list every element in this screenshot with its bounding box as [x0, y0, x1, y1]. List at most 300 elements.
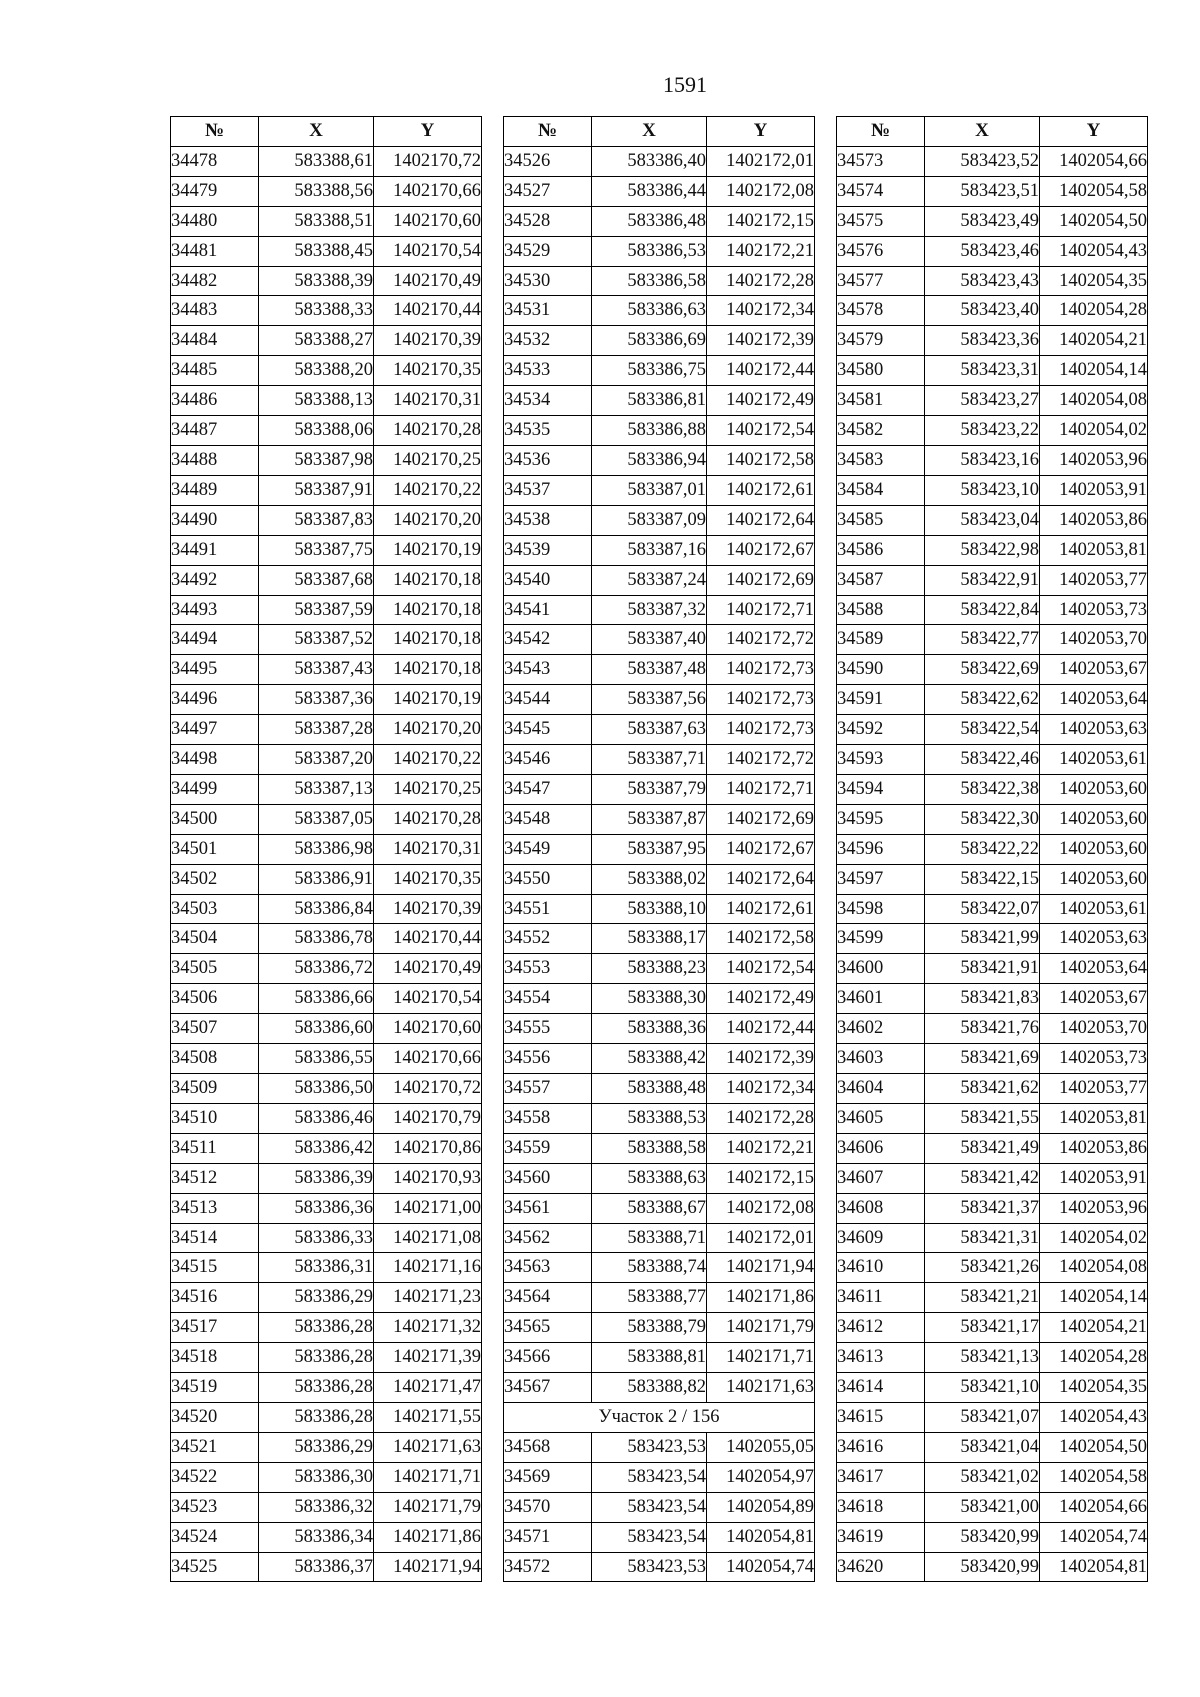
- table-row: [171, 685, 482, 715]
- table-row: [837, 1044, 1148, 1074]
- point-number-cell: 34571: [504, 1522, 592, 1552]
- point-number-cell: 34505: [171, 954, 259, 984]
- y-coordinate-cell: 1402053,64: [1040, 685, 1148, 715]
- y-coordinate-cell: 1402172,69: [707, 804, 815, 834]
- y-coordinate-cell: 1402171,79: [374, 1492, 482, 1522]
- y-coordinate-cell: 1402053,60: [1040, 804, 1148, 834]
- y-coordinate-cell: 1402171,32: [374, 1313, 482, 1343]
- table-row: [504, 774, 815, 804]
- y-coordinate-cell: 1402170,60: [374, 206, 482, 236]
- y-coordinate-cell: 1402053,86: [1040, 505, 1148, 535]
- x-coordinate-cell: 583388,39: [259, 266, 374, 296]
- x-coordinate-cell: 583421,26: [925, 1253, 1040, 1283]
- x-coordinate-cell: 583386,39: [259, 1163, 374, 1193]
- y-coordinate-cell: 1402053,91: [1040, 1163, 1148, 1193]
- table-row: [837, 1343, 1148, 1373]
- table-row: [837, 745, 1148, 775]
- x-coordinate-cell: 583423,10: [925, 475, 1040, 505]
- point-number-cell: 34585: [837, 505, 925, 535]
- y-coordinate-cell: 1402172,34: [707, 296, 815, 326]
- y-coordinate-cell: 1402171,63: [374, 1432, 482, 1462]
- x-coordinate-cell: 583388,02: [592, 864, 707, 894]
- x-coordinate-cell: 583387,87: [592, 804, 707, 834]
- table-row: [837, 655, 1148, 685]
- point-number-cell: 34491: [171, 535, 259, 565]
- x-coordinate-cell: 583421,83: [925, 984, 1040, 1014]
- y-coordinate-cell: 1402053,77: [1040, 1074, 1148, 1104]
- table-row: [504, 445, 815, 475]
- table-row: [171, 625, 482, 655]
- y-coordinate-cell: 1402170,28: [374, 416, 482, 446]
- table-row: [171, 326, 482, 356]
- point-number-cell: 34500: [171, 804, 259, 834]
- table-row: [171, 1432, 482, 1462]
- point-number-cell: 34553: [504, 954, 592, 984]
- table-row: [504, 1492, 815, 1522]
- point-number-cell: 34484: [171, 326, 259, 356]
- table-row: [504, 954, 815, 984]
- point-number-cell: 34522: [171, 1462, 259, 1492]
- x-coordinate-cell: 583387,05: [259, 804, 374, 834]
- header-num: №: [504, 117, 592, 147]
- header-x: X: [259, 117, 374, 147]
- x-coordinate-cell: 583422,22: [925, 834, 1040, 864]
- y-coordinate-cell: 1402172,58: [707, 924, 815, 954]
- y-coordinate-cell: 1402172,08: [707, 1193, 815, 1223]
- x-coordinate-cell: 583421,49: [925, 1133, 1040, 1163]
- y-coordinate-cell: 1402054,58: [1040, 1462, 1148, 1492]
- point-number-cell: 34489: [171, 475, 259, 505]
- x-coordinate-cell: 583423,04: [925, 505, 1040, 535]
- x-coordinate-cell: 583421,02: [925, 1462, 1040, 1492]
- x-coordinate-cell: 583388,77: [592, 1283, 707, 1313]
- point-number-cell: 34532: [504, 326, 592, 356]
- header-y: Y: [1040, 117, 1148, 147]
- x-coordinate-cell: 583421,69: [925, 1044, 1040, 1074]
- x-coordinate-cell: 583421,55: [925, 1103, 1040, 1133]
- point-number-cell: 34487: [171, 416, 259, 446]
- y-coordinate-cell: 1402170,20: [374, 505, 482, 535]
- x-coordinate-cell: 583386,60: [259, 1014, 374, 1044]
- y-coordinate-cell: 1402172,49: [707, 386, 815, 416]
- x-coordinate-cell: 583422,46: [925, 745, 1040, 775]
- point-number-cell: 34568: [504, 1432, 592, 1462]
- table-row: [837, 1163, 1148, 1193]
- point-number-cell: 34601: [837, 984, 925, 1014]
- table-row: [171, 1253, 482, 1283]
- table-row: [837, 1193, 1148, 1223]
- point-number-cell: 34523: [171, 1492, 259, 1522]
- point-number-cell: 34590: [837, 655, 925, 685]
- point-number-cell: 34618: [837, 1492, 925, 1522]
- table-row: [504, 894, 815, 924]
- x-coordinate-cell: 583386,44: [592, 176, 707, 206]
- table-row: [837, 625, 1148, 655]
- table-row: [504, 864, 815, 894]
- y-coordinate-cell: 1402054,74: [707, 1552, 815, 1582]
- point-number-cell: 34596: [837, 834, 925, 864]
- table-row: [837, 386, 1148, 416]
- table-row: [504, 1074, 815, 1104]
- point-number-cell: 34536: [504, 445, 592, 475]
- x-coordinate-cell: 583386,55: [259, 1044, 374, 1074]
- x-coordinate-cell: 583386,53: [592, 236, 707, 266]
- header-y: Y: [707, 117, 815, 147]
- point-number-cell: 34580: [837, 356, 925, 386]
- y-coordinate-cell: 1402172,01: [707, 146, 815, 176]
- x-coordinate-cell: 583423,31: [925, 356, 1040, 386]
- y-coordinate-cell: 1402170,54: [374, 984, 482, 1014]
- x-coordinate-cell: 583420,99: [925, 1522, 1040, 1552]
- table-row: [837, 1014, 1148, 1044]
- x-coordinate-cell: 583423,52: [925, 146, 1040, 176]
- table-row: [504, 386, 815, 416]
- table-row: [837, 595, 1148, 625]
- y-coordinate-cell: 1402172,64: [707, 505, 815, 535]
- table-row: [504, 565, 815, 595]
- table-row: [504, 1223, 815, 1253]
- table-row: [171, 1402, 482, 1432]
- x-coordinate-cell: 583388,51: [259, 206, 374, 236]
- x-coordinate-cell: 583423,54: [592, 1462, 707, 1492]
- y-coordinate-cell: 1402054,74: [1040, 1522, 1148, 1552]
- table-row: [837, 1103, 1148, 1133]
- point-number-cell: 34537: [504, 475, 592, 505]
- table-row: [171, 176, 482, 206]
- point-number-cell: 34597: [837, 864, 925, 894]
- y-coordinate-cell: 1402172,39: [707, 1044, 815, 1074]
- x-coordinate-cell: 583421,42: [925, 1163, 1040, 1193]
- header-y: Y: [374, 117, 482, 147]
- y-coordinate-cell: 1402054,28: [1040, 296, 1148, 326]
- table-row: [837, 236, 1148, 266]
- x-coordinate-cell: 583388,67: [592, 1193, 707, 1223]
- y-coordinate-cell: 1402171,39: [374, 1343, 482, 1373]
- point-number-cell: 34578: [837, 296, 925, 326]
- table-row: [171, 1343, 482, 1373]
- x-coordinate-cell: 583386,42: [259, 1133, 374, 1163]
- point-number-cell: 34495: [171, 655, 259, 685]
- y-coordinate-cell: 1402170,25: [374, 774, 482, 804]
- y-coordinate-cell: 1402172,44: [707, 1014, 815, 1044]
- x-coordinate-cell: 583423,16: [925, 445, 1040, 475]
- point-number-cell: 34615: [837, 1402, 925, 1432]
- y-coordinate-cell: 1402172,39: [707, 326, 815, 356]
- y-coordinate-cell: 1402170,39: [374, 326, 482, 356]
- y-coordinate-cell: 1402054,43: [1040, 1402, 1148, 1432]
- point-number-cell: 34588: [837, 595, 925, 625]
- table-row: [171, 1133, 482, 1163]
- point-number-cell: 34515: [171, 1253, 259, 1283]
- y-coordinate-cell: 1402171,94: [374, 1552, 482, 1582]
- y-coordinate-cell: 1402053,60: [1040, 834, 1148, 864]
- y-coordinate-cell: 1402172,21: [707, 236, 815, 266]
- point-number-cell: 34482: [171, 266, 259, 296]
- table-row: [837, 685, 1148, 715]
- table-row: [171, 296, 482, 326]
- y-coordinate-cell: 1402172,71: [707, 595, 815, 625]
- y-coordinate-cell: 1402054,02: [1040, 1223, 1148, 1253]
- x-coordinate-cell: 583388,56: [259, 176, 374, 206]
- y-coordinate-cell: 1402172,61: [707, 475, 815, 505]
- y-coordinate-cell: 1402172,73: [707, 715, 815, 745]
- table-row: [837, 445, 1148, 475]
- point-number-cell: 34543: [504, 655, 592, 685]
- x-coordinate-cell: 583387,71: [592, 745, 707, 775]
- table-row: [837, 1313, 1148, 1343]
- x-coordinate-cell: 583388,48: [592, 1074, 707, 1104]
- x-coordinate-cell: 583388,82: [592, 1373, 707, 1403]
- table-row: [171, 206, 482, 236]
- x-coordinate-cell: 583386,36: [259, 1193, 374, 1223]
- y-coordinate-cell: 1402170,66: [374, 1044, 482, 1074]
- x-coordinate-cell: 583388,61: [259, 146, 374, 176]
- y-coordinate-cell: 1402172,67: [707, 834, 815, 864]
- x-coordinate-cell: 583386,78: [259, 924, 374, 954]
- y-coordinate-cell: 1402172,67: [707, 535, 815, 565]
- point-number-cell: 34528: [504, 206, 592, 236]
- point-number-cell: 34555: [504, 1014, 592, 1044]
- x-coordinate-cell: 583386,58: [592, 266, 707, 296]
- y-coordinate-cell: 1402172,72: [707, 625, 815, 655]
- table-row: [504, 176, 815, 206]
- y-coordinate-cell: 1402053,91: [1040, 475, 1148, 505]
- x-coordinate-cell: 583388,36: [592, 1014, 707, 1044]
- x-coordinate-cell: 583387,75: [259, 535, 374, 565]
- y-coordinate-cell: 1402172,28: [707, 266, 815, 296]
- x-coordinate-cell: 583388,27: [259, 326, 374, 356]
- point-number-cell: 34602: [837, 1014, 925, 1044]
- y-coordinate-cell: 1402053,64: [1040, 954, 1148, 984]
- x-coordinate-cell: 583421,31: [925, 1223, 1040, 1253]
- y-coordinate-cell: 1402170,18: [374, 565, 482, 595]
- point-number-cell: 34540: [504, 565, 592, 595]
- point-number-cell: 34566: [504, 1343, 592, 1373]
- point-number-cell: 34492: [171, 565, 259, 595]
- point-number-cell: 34574: [837, 176, 925, 206]
- x-coordinate-cell: 583386,69: [592, 326, 707, 356]
- x-coordinate-cell: 583423,36: [925, 326, 1040, 356]
- y-coordinate-cell: 1402171,71: [707, 1343, 815, 1373]
- point-number-cell: 34558: [504, 1103, 592, 1133]
- x-coordinate-cell: 583388,10: [592, 894, 707, 924]
- x-coordinate-cell: 583388,58: [592, 1133, 707, 1163]
- x-coordinate-cell: 583386,29: [259, 1283, 374, 1313]
- table-row: [171, 1283, 482, 1313]
- y-coordinate-cell: 1402170,44: [374, 924, 482, 954]
- point-number-cell: 34483: [171, 296, 259, 326]
- page-number: 1591: [663, 72, 707, 97]
- y-coordinate-cell: 1402170,66: [374, 176, 482, 206]
- y-coordinate-cell: 1402171,08: [374, 1223, 482, 1253]
- table-row: [837, 146, 1148, 176]
- x-coordinate-cell: 583387,83: [259, 505, 374, 535]
- x-coordinate-cell: 583421,00: [925, 1492, 1040, 1522]
- table-row: [504, 1103, 815, 1133]
- point-number-cell: 34486: [171, 386, 259, 416]
- table-row: [171, 475, 482, 505]
- table-row: [171, 1223, 482, 1253]
- y-coordinate-cell: 1402054,08: [1040, 1253, 1148, 1283]
- point-number-cell: 34517: [171, 1313, 259, 1343]
- table-row: [504, 1462, 815, 1492]
- table-row: [837, 1223, 1148, 1253]
- table-row: [837, 984, 1148, 1014]
- table-row: [504, 326, 815, 356]
- y-coordinate-cell: 1402053,81: [1040, 535, 1148, 565]
- table-row: [171, 834, 482, 864]
- point-number-cell: 34520: [171, 1402, 259, 1432]
- x-coordinate-cell: 583386,84: [259, 894, 374, 924]
- table-row: [171, 565, 482, 595]
- point-number-cell: 34572: [504, 1552, 592, 1582]
- point-number-cell: 34581: [837, 386, 925, 416]
- point-number-cell: 34545: [504, 715, 592, 745]
- table-row: [504, 236, 815, 266]
- table-row: [837, 176, 1148, 206]
- point-number-cell: 34562: [504, 1223, 592, 1253]
- x-coordinate-cell: 583421,04: [925, 1432, 1040, 1462]
- x-coordinate-cell: 583423,54: [592, 1522, 707, 1552]
- y-coordinate-cell: 1402172,34: [707, 1074, 815, 1104]
- y-coordinate-cell: 1402054,81: [1040, 1552, 1148, 1582]
- point-number-cell: 34579: [837, 326, 925, 356]
- table-row: [837, 1373, 1148, 1403]
- y-coordinate-cell: 1402054,14: [1040, 1283, 1148, 1313]
- table-row: [171, 1103, 482, 1133]
- point-number-cell: 34565: [504, 1313, 592, 1343]
- x-coordinate-cell: 583386,72: [259, 954, 374, 984]
- table-row: [171, 1044, 482, 1074]
- x-coordinate-cell: 583421,76: [925, 1014, 1040, 1044]
- y-coordinate-cell: 1402170,18: [374, 625, 482, 655]
- x-coordinate-cell: 583422,91: [925, 565, 1040, 595]
- y-coordinate-cell: 1402170,54: [374, 236, 482, 266]
- y-coordinate-cell: 1402054,66: [1040, 146, 1148, 176]
- point-number-cell: 34490: [171, 505, 259, 535]
- x-coordinate-cell: 583388,30: [592, 984, 707, 1014]
- x-coordinate-cell: 583387,28: [259, 715, 374, 745]
- table-row: [171, 595, 482, 625]
- point-number-cell: 34587: [837, 565, 925, 595]
- point-number-cell: 34513: [171, 1193, 259, 1223]
- x-coordinate-cell: 583386,46: [259, 1103, 374, 1133]
- y-coordinate-cell: 1402054,02: [1040, 416, 1148, 446]
- point-number-cell: 34494: [171, 625, 259, 655]
- x-coordinate-cell: 583386,37: [259, 1552, 374, 1582]
- table-row: [171, 864, 482, 894]
- y-coordinate-cell: 1402054,66: [1040, 1492, 1148, 1522]
- x-coordinate-cell: 583386,32: [259, 1492, 374, 1522]
- x-coordinate-cell: 583422,77: [925, 625, 1040, 655]
- y-coordinate-cell: 1402172,72: [707, 745, 815, 775]
- table-row: [504, 834, 815, 864]
- x-coordinate-cell: 583387,79: [592, 774, 707, 804]
- x-coordinate-cell: 583422,54: [925, 715, 1040, 745]
- point-number-cell: 34525: [171, 1552, 259, 1582]
- y-coordinate-cell: 1402170,39: [374, 894, 482, 924]
- x-coordinate-cell: 583421,07: [925, 1402, 1040, 1432]
- x-coordinate-cell: 583421,37: [925, 1193, 1040, 1223]
- y-coordinate-cell: 1402054,21: [1040, 1313, 1148, 1343]
- table-row: [504, 1253, 815, 1283]
- table-row: [171, 266, 482, 296]
- x-coordinate-cell: 583422,62: [925, 685, 1040, 715]
- point-number-cell: 34512: [171, 1163, 259, 1193]
- x-coordinate-cell: 583421,17: [925, 1313, 1040, 1343]
- point-number-cell: 34592: [837, 715, 925, 745]
- x-coordinate-cell: 583388,74: [592, 1253, 707, 1283]
- point-number-cell: 34610: [837, 1253, 925, 1283]
- point-number-cell: 34478: [171, 146, 259, 176]
- table-row: [504, 804, 815, 834]
- y-coordinate-cell: 1402053,67: [1040, 655, 1148, 685]
- table-row: [504, 296, 815, 326]
- x-coordinate-cell: 583386,91: [259, 864, 374, 894]
- y-coordinate-cell: 1402172,61: [707, 894, 815, 924]
- table-row: [504, 595, 815, 625]
- x-coordinate-cell: 583386,98: [259, 834, 374, 864]
- table-row: [504, 146, 815, 176]
- y-coordinate-cell: 1402172,15: [707, 1163, 815, 1193]
- header-num: №: [171, 117, 259, 147]
- x-coordinate-cell: 583422,38: [925, 774, 1040, 804]
- y-coordinate-cell: 1402172,49: [707, 984, 815, 1014]
- x-coordinate-cell: 583387,20: [259, 745, 374, 775]
- table-row: [837, 505, 1148, 535]
- y-coordinate-cell: 1402053,70: [1040, 625, 1148, 655]
- table-row: [837, 715, 1148, 745]
- x-coordinate-cell: 583386,63: [592, 296, 707, 326]
- y-coordinate-cell: 1402053,63: [1040, 715, 1148, 745]
- x-coordinate-cell: 583386,29: [259, 1432, 374, 1462]
- point-number-cell: 34524: [171, 1522, 259, 1552]
- point-number-cell: 34591: [837, 685, 925, 715]
- table-row: [504, 475, 815, 505]
- table-row: [837, 326, 1148, 356]
- point-number-cell: 34526: [504, 146, 592, 176]
- point-number-cell: 34539: [504, 535, 592, 565]
- point-number-cell: 34616: [837, 1432, 925, 1462]
- y-coordinate-cell: 1402053,70: [1040, 1014, 1148, 1044]
- y-coordinate-cell: 1402053,96: [1040, 445, 1148, 475]
- y-coordinate-cell: 1402054,81: [707, 1522, 815, 1552]
- table-row: [837, 1492, 1148, 1522]
- table-row: [837, 475, 1148, 505]
- y-coordinate-cell: 1402054,35: [1040, 266, 1148, 296]
- x-coordinate-cell: 583422,30: [925, 804, 1040, 834]
- point-number-cell: 34548: [504, 804, 592, 834]
- y-coordinate-cell: 1402170,86: [374, 1133, 482, 1163]
- table-row: [504, 1014, 815, 1044]
- point-number-cell: 34577: [837, 266, 925, 296]
- y-coordinate-cell: 1402054,50: [1040, 206, 1148, 236]
- table-row: [837, 864, 1148, 894]
- point-number-cell: 34519: [171, 1373, 259, 1403]
- x-coordinate-cell: 583422,15: [925, 864, 1040, 894]
- x-coordinate-cell: 583387,43: [259, 655, 374, 685]
- y-coordinate-cell: 1402172,21: [707, 1133, 815, 1163]
- table-row: [837, 1432, 1148, 1462]
- point-number-cell: 34573: [837, 146, 925, 176]
- table-row: [171, 1462, 482, 1492]
- y-coordinate-cell: 1402171,00: [374, 1193, 482, 1223]
- point-number-cell: 34598: [837, 894, 925, 924]
- y-coordinate-cell: 1402053,77: [1040, 565, 1148, 595]
- point-number-cell: 34521: [171, 1432, 259, 1462]
- x-coordinate-cell: 583422,07: [925, 894, 1040, 924]
- x-coordinate-cell: 583387,59: [259, 595, 374, 625]
